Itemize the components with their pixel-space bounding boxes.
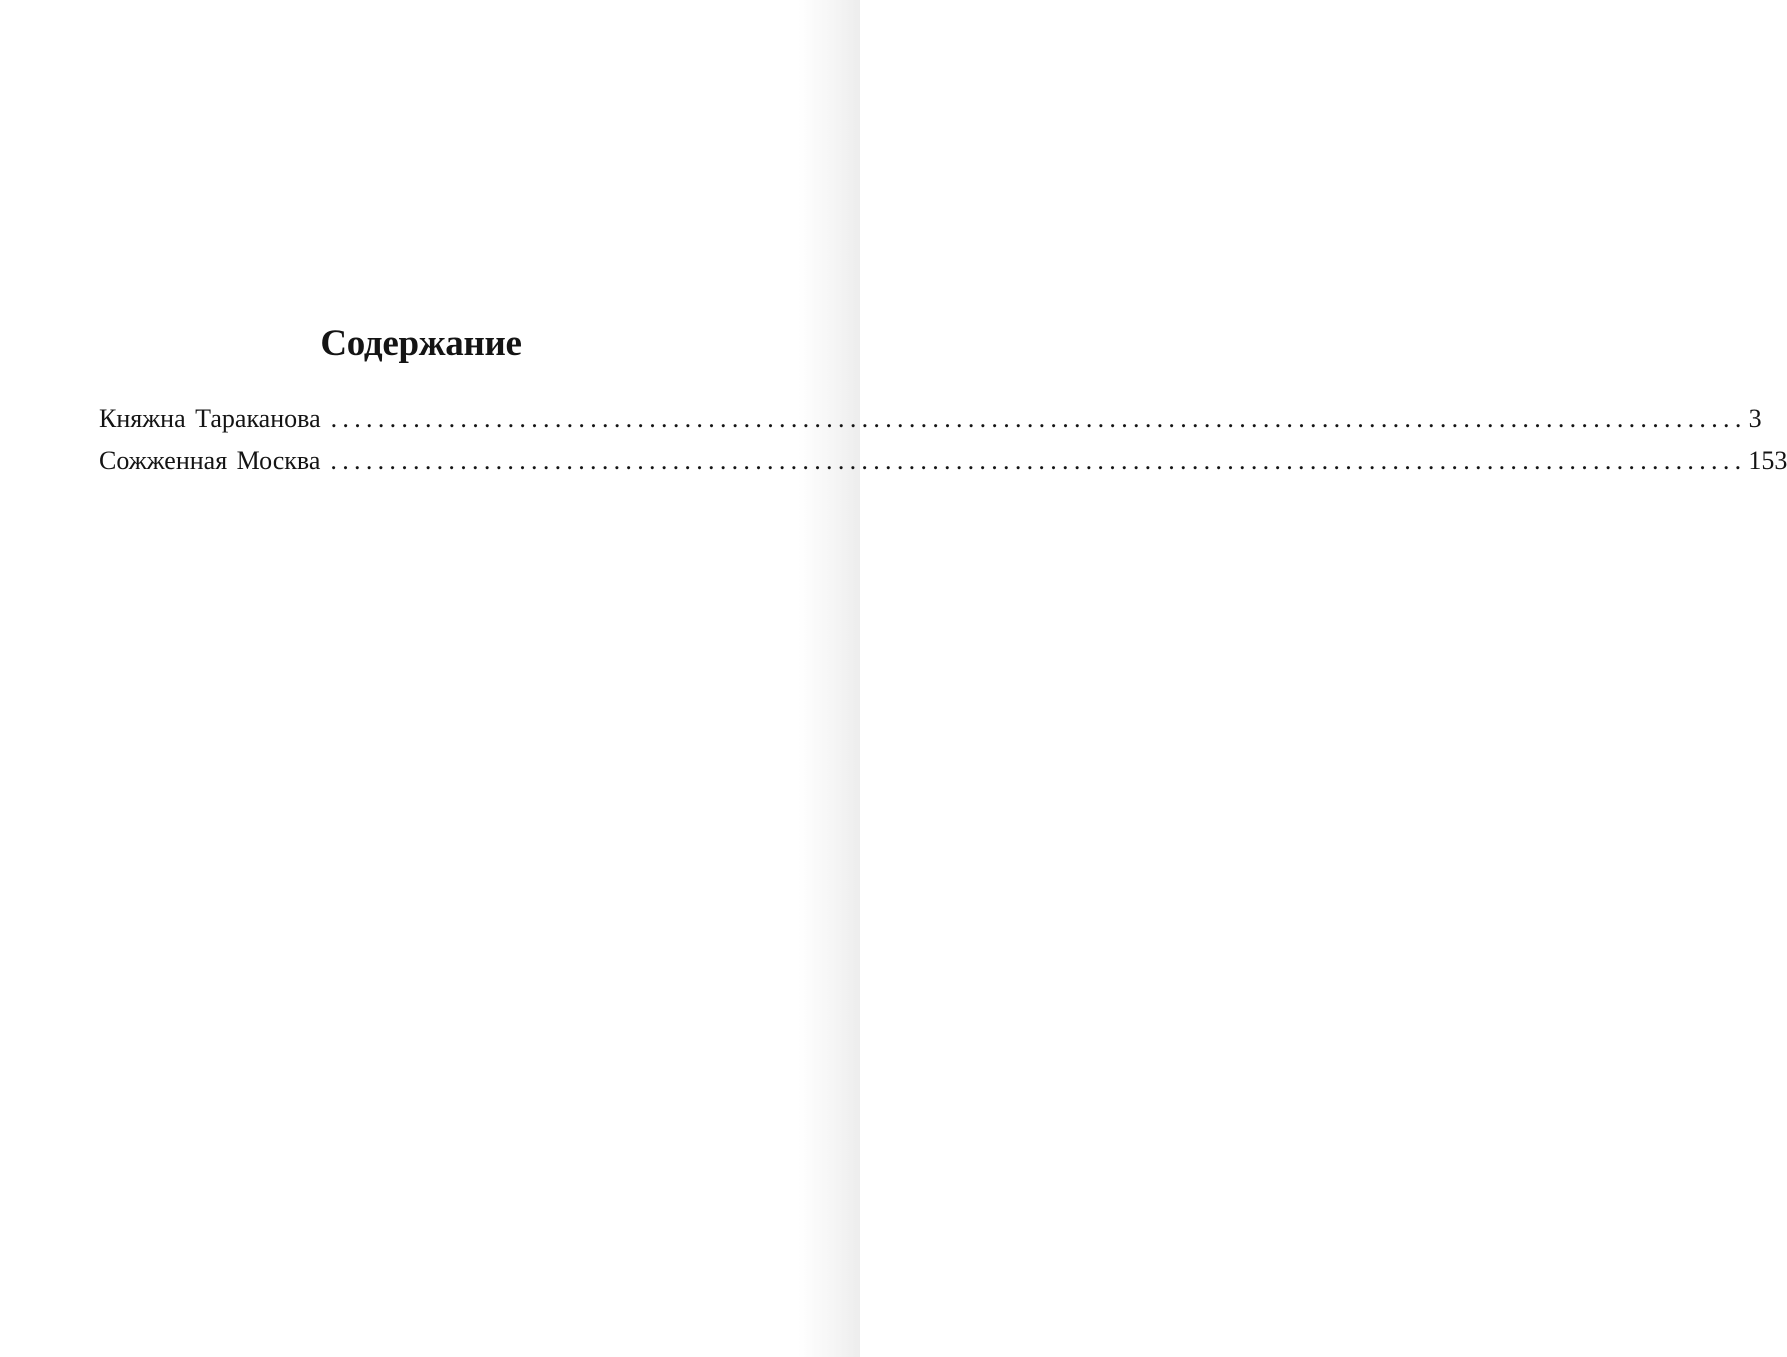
toc-entry-title: Княжна Тараканова — [99, 404, 321, 433]
toc-entry[interactable] — [99, 398, 1762, 440]
toc-page-number: 153 — [1748, 446, 1787, 475]
dot-leader: ........................................................................................................................ — [330, 446, 1747, 475]
toc-heading: Содержание — [320, 323, 522, 364]
table-of-contents — [99, 398, 1787, 482]
toc-page-number: 3 — [1748, 404, 1762, 433]
toc-entry[interactable] — [99, 440, 1787, 482]
dot-leader: ........................................................................................................................ — [330, 404, 1747, 433]
toc-entry-title: Сожженная Москва — [99, 446, 321, 475]
page-edge-shadow — [798, 0, 860, 1357]
